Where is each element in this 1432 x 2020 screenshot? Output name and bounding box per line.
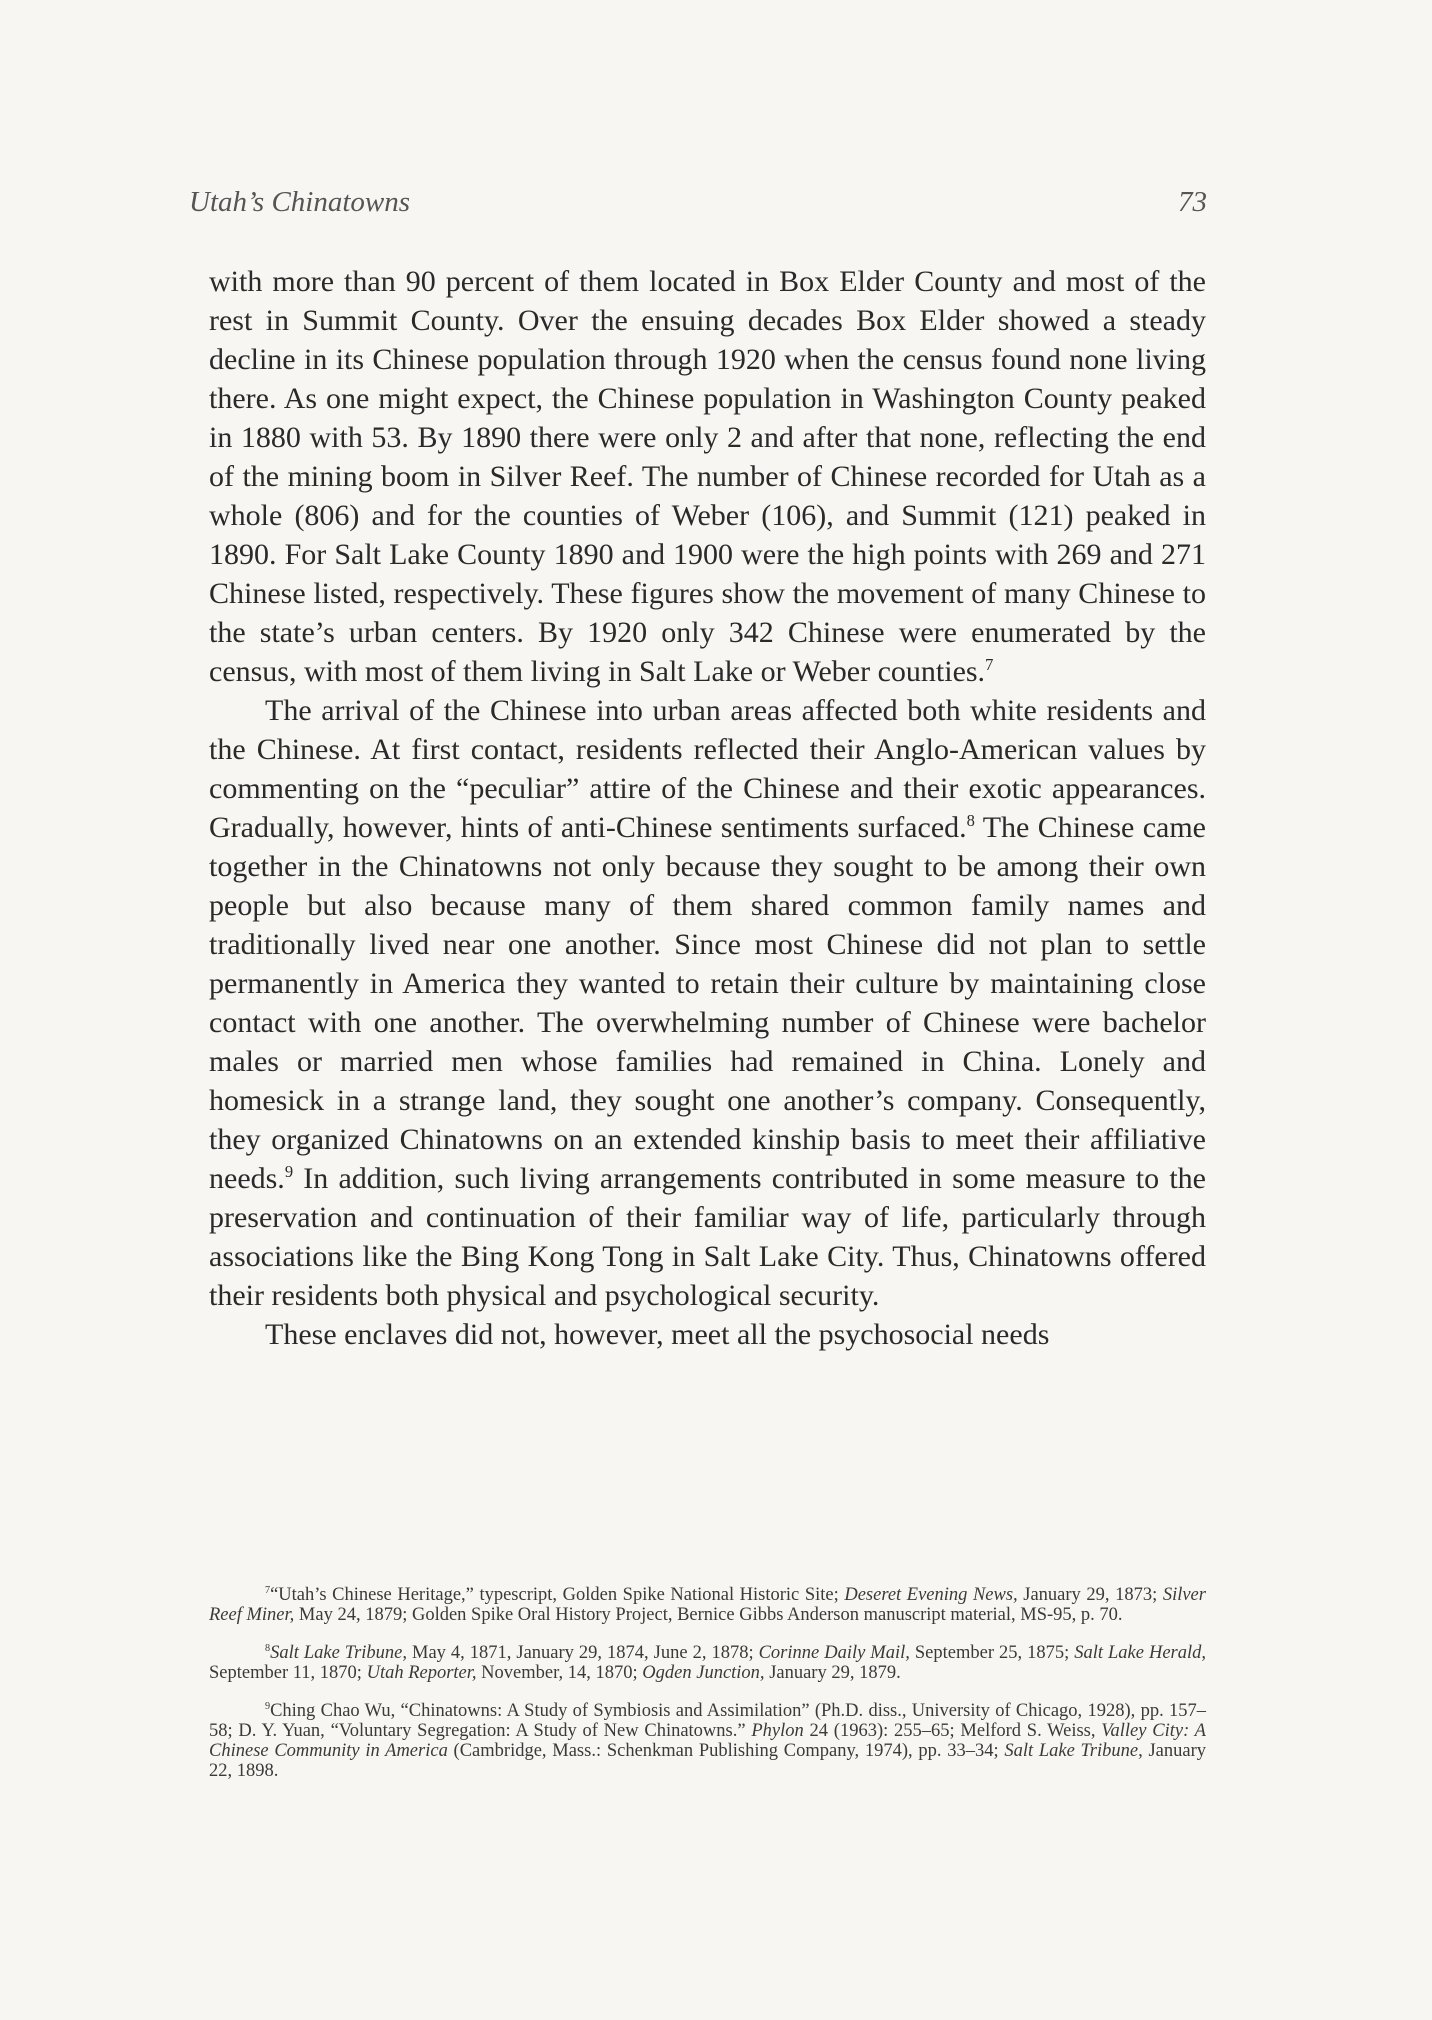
running-title: Utah’s Chinatowns bbox=[189, 186, 411, 218]
citation-title: Phylon bbox=[751, 1721, 804, 1741]
citation-title: Silver Reef Miner, bbox=[209, 1585, 1206, 1625]
footnote-9-text: Ching Chao Wu, “Chinatowns: A Study of Symbiosis and Assimilation” (Ph.D. diss., University of Chicago, 1928), pp. 157–58; D. Y. Yuan, “Voluntary Segregation: A Study of New Chinatowns.” bbox=[209, 1701, 1206, 1741]
footnote-8-text: January 29, 1879. bbox=[764, 1663, 901, 1683]
footnote-7-text: May 24, 1879; Golden Spike Oral History Project, Bernice Gibbs Anderson manuscript material, MS-95, p. 70. bbox=[294, 1605, 1123, 1625]
paragraph-3-text: These enclaves did not, however, meet all the psychosocial needs bbox=[265, 1318, 1050, 1351]
running-header bbox=[189, 186, 1207, 219]
page-number: 73 bbox=[1178, 186, 1207, 218]
paragraph-1-text: with more than 90 percent of them located in Box Elder County and most of the rest in Summit County. Over the ensuing decades Box Elder showed a steady decline in its Chinese population through 1920 when the census found none living there. As one might expect, the Chinese population in Washington County peaked in 1880 with 53. By 1890 there were only 2 and after that none, reflecting the end of the mining boom in Silver Reef. The number of Chinese recorded for Utah as a whole (806) and for the counties of Weber (106), and Summit (121) peaked in 1890. For Salt Lake County 1890 and 1900 were the high points with 269 and 271 Chinese listed, respectively. These figures show the movement of many Chinese to the state’s urban centers. By 1920 only 342 Chinese were enumerated by the census, with most of them living in Salt Lake or Weber counties. bbox=[209, 265, 1206, 688]
footnote-7-text: January 29, 1873; bbox=[1017, 1585, 1163, 1605]
paragraph-2-text-a: The arrival of the Chinese into urban areas affected both white residents and the Chinese. At first contact, residents reflected their Anglo-American values by commenting on the “peculiar” attire of the Chinese and their exotic appearances. Gradually, however, hints of anti-Chinese sentiments surfaced. bbox=[209, 694, 1206, 844]
footnote-8-text: September 25, 1875; bbox=[909, 1643, 1075, 1663]
footnote-9-text: (Cambridge, Mass.: Schenkman Publishing Company, 1974), pp. 33–34; bbox=[447, 1741, 1005, 1761]
citation-title: Salt Lake Tribune, bbox=[270, 1643, 408, 1663]
citation-title: Salt Lake Tribune, bbox=[1004, 1741, 1143, 1761]
footnote-8-text: November, 14, 1870; bbox=[476, 1663, 643, 1683]
footnote-7-text: “Utah’s Chinese Heritage,” typescript, Golden Spike National Historic Site; bbox=[270, 1585, 845, 1605]
citation-title: Deseret Evening News, bbox=[844, 1585, 1018, 1605]
footnote-ref-7[interactable]: 7 bbox=[985, 655, 994, 674]
citation-title: Salt Lake Herald, bbox=[1074, 1643, 1206, 1663]
footnote-ref-9[interactable]: 9 bbox=[284, 1162, 294, 1181]
citation-title: Ogden Junction, bbox=[642, 1663, 765, 1683]
paragraph-2-text-c: In addition, such living arrangements contributed in some measure to the preservation and continuation of their familiar way of life, particularly through associations like the Bing Kong Tong in Salt Lake City. Thus, Chinatowns offered their residents both physical and psychological security. bbox=[209, 1162, 1206, 1312]
footnote-9-text: January 22, 1898. bbox=[209, 1741, 1207, 1781]
footnote-9 bbox=[209, 1701, 1206, 1781]
footnote-9-text: 24 (1963): 255–65; Melford S. Weiss, bbox=[803, 1721, 1102, 1741]
footnote-8 bbox=[209, 1643, 1206, 1683]
citation-title: Valley City: A Chinese Community in America bbox=[209, 1721, 1206, 1761]
paragraph-1 bbox=[209, 262, 1206, 691]
citation-title: Corinne Daily Mail, bbox=[758, 1643, 910, 1663]
paragraph-3 bbox=[209, 1315, 1206, 1354]
footnote-8-number: 8 bbox=[265, 1642, 271, 1654]
body-text bbox=[209, 262, 1206, 1354]
footnote-7-number: 7 bbox=[265, 1584, 271, 1596]
footnote-7 bbox=[209, 1585, 1206, 1625]
footnotes bbox=[209, 1585, 1206, 1799]
paragraph-2 bbox=[209, 691, 1206, 1315]
citation-title: Utah Reporter, bbox=[366, 1663, 477, 1683]
footnote-ref-8[interactable]: 8 bbox=[966, 811, 975, 830]
footnote-8-text: May 4, 1871, January 29, 1874, June 2, 1878; bbox=[407, 1643, 759, 1663]
paragraph-2-text-b: The Chinese came together in the Chinatowns not only because they sought to be among their own people but also because many of them shared common family names and traditionally lived near one another. Since most Chinese did not plan to settle permanently in America they wanted to retain their culture by maintaining close contact with one another. The overwhelming number of Chinese were bachelor males or married men whose families had remained in China. Lonely and homesick in a strange land, they sought one another’s company. Consequently, they organized Chinatowns on an extended kinship basis to meet their affiliative needs. bbox=[209, 811, 1206, 1195]
footnote-8-text: September 11, 1870; bbox=[209, 1663, 367, 1683]
footnote-9-number: 9 bbox=[265, 1700, 271, 1712]
